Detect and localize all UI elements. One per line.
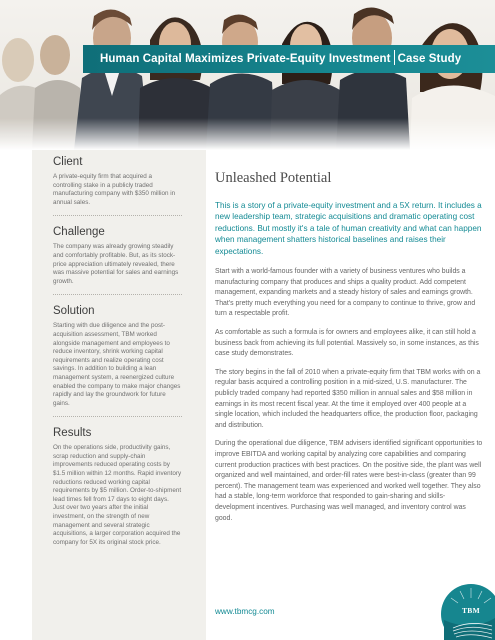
- case-summary-sidebar: [32, 150, 206, 640]
- body-paragraph: The story begins in the fall of 2010 when a private-equity firm that TBM works with on a regular basis acquired a controlling position in a mid-sized, U.S. manufacturer. The publicly traded company had reported $350 million in annual sales and $58 million in earnings in its most recent fiscal year. At the time it employed over 400 people at a single location, which included the headquarters office, the production floor, packaging and distribution.: [215, 368, 481, 429]
- body-paragraph: During the operational due diligence, TBM advisers identified significant opportunities to improve EBITDA and working capital by analyzing core capabilities and comparing current production practices with best practices. On the positive side, the plant was well organized and well maintained, and order-fill rates were best-in-class (greater than 99 percent). The management team was experienced and worked well together. They also had a stable, long-term workforce that responded to gain-sharing and skills-development incentives. Purchasing was well managed, and inventory control was good.: [215, 440, 483, 522]
- divider: [53, 215, 182, 216]
- lead-paragraph: This is a story of a private-equity investment and a 5X return. It includes a new leadership team, strategic acquisitions and dramatic operating cost reductions. But mostly it's a tale of human creativity and what can happen when management shatters historical baselines and raises their expectations.: [215, 201, 482, 256]
- banner-subtitle: Case Study: [397, 53, 462, 65]
- results-text: On the operations side, productivity gains, scrap reduction and supply-chain improvements reduced operating costs by $1.5 million within 12 months. Rapid inventory reductions reduced working capital requirements by $5 million. Order-to-shipment lead times fell from 17 days to eight days. Just over two years after the initial investment, on the strength of new management and several strategic acquisitions, a larger corporation acquired the company for 5X its original stock price.: [53, 444, 182, 546]
- title-banner: [83, 45, 495, 73]
- tbm-logo-mark: [420, 580, 495, 640]
- body-paragraph: Start with a world-famous founder with a variety of business ventures who builds a manufacturing company that produces and ships a quality product. Add competent management, expanding markets and a steady history of sales and earnings growth. That's pretty much everything you need for a company to continue to thrive, grow and turn a respectable profit.: [215, 268, 476, 318]
- client-section: [53, 156, 182, 207]
- hero-photo: [0, 0, 495, 150]
- photo-fade: [0, 118, 495, 150]
- banner-title: Human Capital Maximizes Private-Equity Investment: [100, 53, 391, 65]
- banner-divider: [394, 50, 395, 65]
- article-body: [215, 267, 483, 524]
- solution-heading: Solution: [53, 305, 95, 318]
- client-heading: Client: [53, 156, 83, 168]
- article-heading: Unleashed Potential: [215, 170, 332, 186]
- body-paragraph: As comfortable as such a formula is for owners and employees alike, it can still hold a business back from achieving its full potential. Massively so, in some instances, as this case study demonstrates.: [215, 329, 479, 358]
- challenge-text: The company was already growing steadily and comfortably profitable. But, as its stock-price appreciation ultimately revealed, there was massive potential for sales and earnings growth.: [53, 243, 179, 285]
- tbm-logo: [420, 580, 495, 640]
- website-link[interactable]: www.tbmcg.com: [215, 607, 275, 616]
- client-text: A private-equity firm that acquired a controlling stake in a publicly traded manufacturing company with $350 million in annual sales.: [53, 173, 176, 206]
- solution-text: Starting with due diligence and the post-acquisition assessment, TBM worked alongside management and employees to reduce inventory, shrink working capital requirements and realize operating cost savings. In addition to building a lean management system, a reenergized culture enabled the company to make major changes rapidly and lay the groundwork for future gains.: [53, 322, 181, 407]
- solution-section: [53, 305, 182, 408]
- divider: [53, 294, 182, 295]
- challenge-section: [53, 226, 182, 286]
- results-section: [53, 427, 182, 547]
- main-article: [215, 150, 483, 532]
- logo-wordmark: TBM: [462, 606, 480, 615]
- results-heading: Results: [53, 427, 92, 440]
- challenge-heading: Challenge: [53, 226, 105, 239]
- divider: [53, 416, 182, 417]
